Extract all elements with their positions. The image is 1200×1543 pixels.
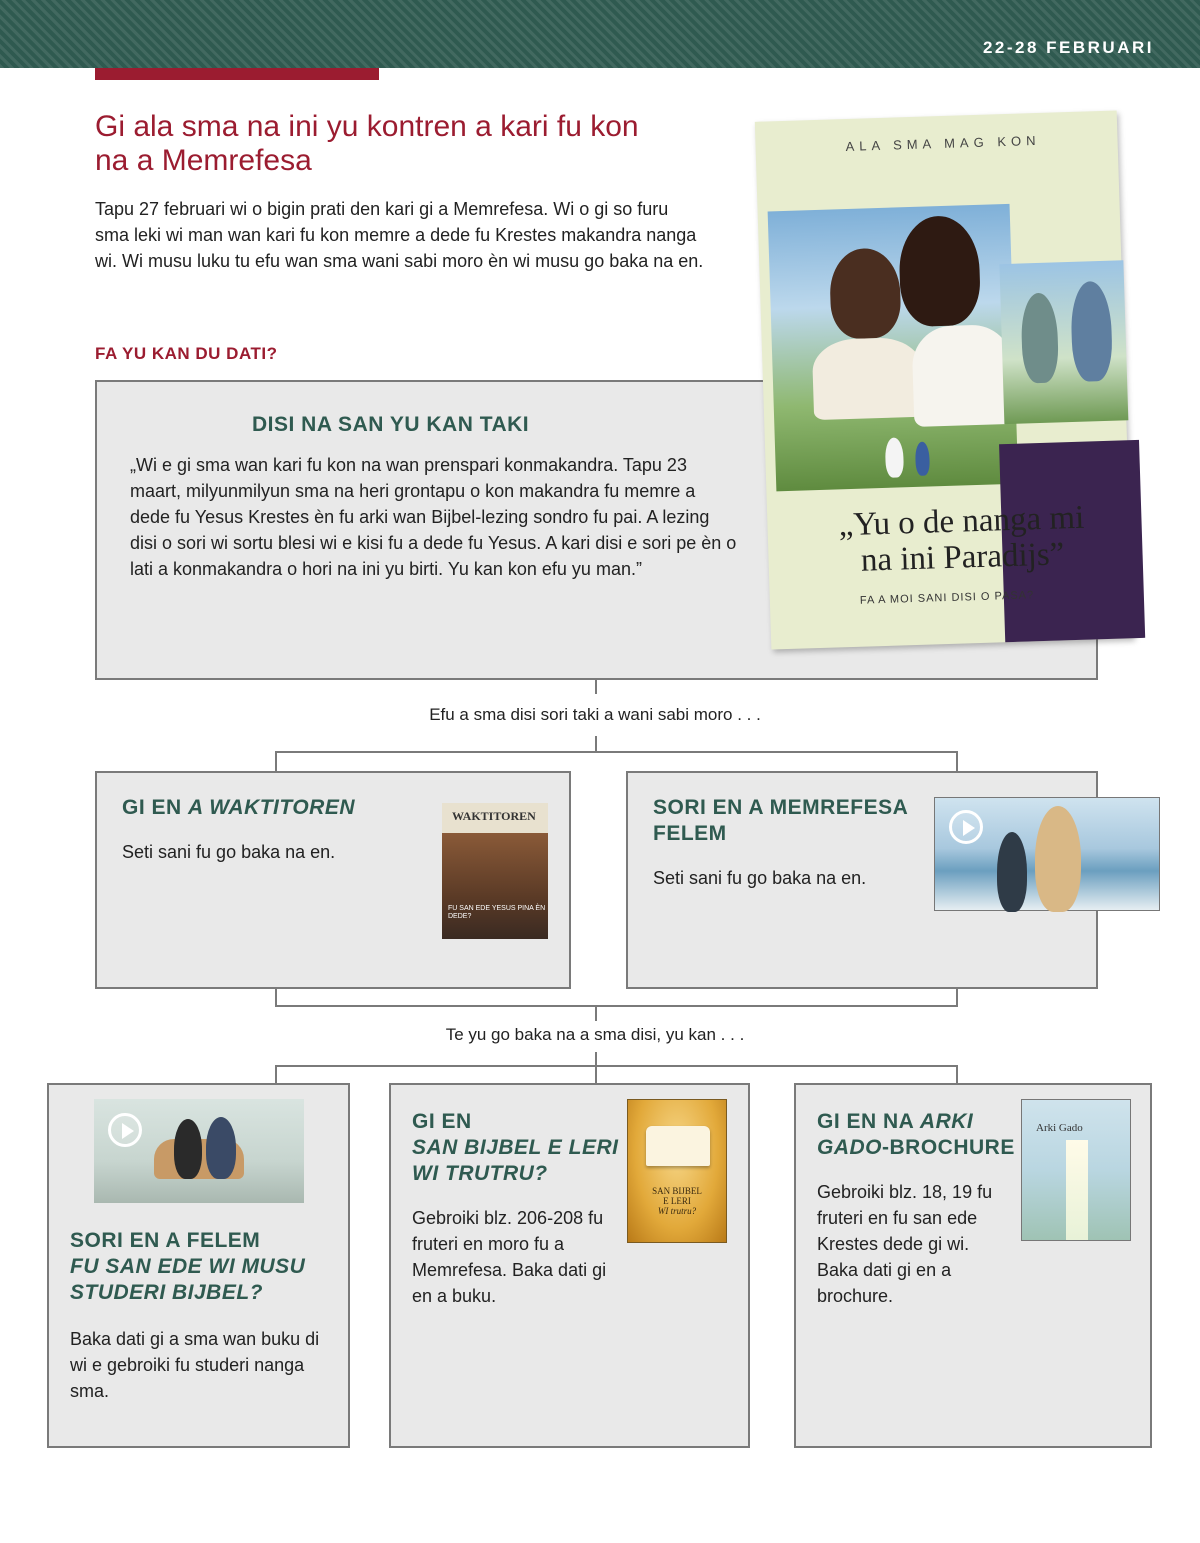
connector-label-second: Te yu go baka na a sma disi, yu kan . . . [445,1025,745,1044]
cover-photo-gardeners [999,260,1128,424]
film-heading-title: FU SAN EDE WI MUSU STUDERI BIJBEL? [70,1255,306,1304]
book-text: Gebroiki blz. 206-208 fu fruteri en moro fu a Memrefesa. Baka dati gi en a buku. [412,1208,607,1306]
brochure-heading-prefix: GI EN NA [817,1110,920,1133]
connector-line [956,751,958,771]
book-cover-title-line-1: SAN BIJBEL [652,1186,702,1196]
watchtower-cover-caption: FU SAN EDE YESUS PINA ÈN DEDE? [448,905,546,920]
connector-line [956,1065,958,1083]
page-title: Gi ala sma na ini yu kontren a kari fu kon na a Memrefesa [95,110,639,177]
memorial-video-option-box [626,771,1098,989]
connector-line [595,736,597,752]
connector-line [275,1005,958,1007]
brochure-cover-image [1021,1099,1131,1241]
film-heading-line-1: SORI EN A FELEM [70,1229,261,1252]
memorial-video-thumbnail[interactable] [934,797,1160,911]
play-icon[interactable] [949,810,983,844]
brochure-text: Gebroiki blz. 18, 19 fu fruteri en fu san ede Krestes dede gi wi. Baka dati gi en a brochure. [817,1182,993,1306]
watchtower-text: Seti sani fu go baka na en. [122,842,336,862]
film-video-thumbnail[interactable] [94,1099,304,1203]
date-range: 22-28 FEBRUARI [982,38,1154,57]
invitation-cover-image [755,110,1133,649]
connector-label-first: Efu a sma disi sori taki a wani sabi moro . . . [429,705,761,724]
watchtower-cover-title: WAKTITOREN [452,809,536,823]
talk-box-text: „Wi e gi sma wan kari fu kon na wan prenspari konmakandra. Tapu 23 maart, milyunmilyun sma na heri grontapu o kon makandra fu memre a dede fu Yesus Krestes èn fu arki wan Bijbel-lezing sondro fu pai. A lezing disi o sori wi sortu blesi wi e kisi fu a dede fu Yesus. A kari disi e sori pe èn o lati a konmakandra o hori na ini yu birti. Yu kan kon efu yu man.” [130,455,737,579]
bible-study-film-box [47,1083,350,1448]
connector-line [595,1005,597,1021]
brochure-cover-title: Arki Gado [1036,1122,1083,1134]
book-cover-title-line-3: WI trutru? [657,1206,697,1216]
listen-to-god-brochure-box [794,1083,1152,1448]
connector-line [595,1052,597,1066]
watchtower-heading-prefix: GI EN [122,796,189,819]
cover-subtitle: FA A MOI SANI DISI O PASA? [859,589,1035,607]
brochure-heading-suffix: -BROCHURE [882,1136,1015,1159]
connector-line [275,1065,958,1067]
intro-paragraph: Tapu 27 februari wi o bigin prati den kari gi a Memrefesa. Wi o gi so furu sma leki wi man wan kari fu kon memre a dede fu Krestes makandra nanga wi. Wi musu luku tu efu wan sma wani sabi moro èn wi musu go baka na en. [95,199,704,271]
book-cover-title-line-2: E LERI [663,1196,691,1206]
connector-line [595,1065,597,1083]
book-heading-line-1: GI EN [412,1110,472,1133]
book-cover-title [628,1186,726,1216]
connector-line [275,751,958,753]
open-bible-icon [646,1126,710,1166]
talk-box-heading: DISI NA SAN YU KAN TAKI [252,413,530,436]
connector-line [275,1065,277,1083]
cover-title [801,499,1123,581]
cover-title-line-2: na ini Paradijs” [860,536,1065,579]
book-cover-image [627,1099,727,1243]
cover-title-line-1: „Yu o de nanga mi [838,499,1085,544]
book-heading [412,1109,622,1187]
cover-header-text: ALA SMA MAG KON [845,132,1041,154]
connector-line [275,751,277,771]
bible-teach-book-box [389,1083,750,1448]
brochure-heading-title: ARKI GADO [817,1110,974,1159]
film-text: Baka dati gi a sma wan buku di wi e gebroiki fu studeri nanga sma. [70,1329,320,1401]
red-accent-tab [95,68,379,80]
memorial-video-text: Seti sani fu go baka na en. [653,868,867,888]
watchtower-option-box [95,771,571,989]
film-figure [206,1117,236,1179]
play-icon[interactable] [108,1113,142,1147]
brochure-cover-path [1066,1140,1088,1240]
film-figure [174,1119,202,1179]
video-figure [997,832,1027,912]
book-heading-title: SAN BIJBEL E LERI WI TRUTRU? [412,1136,619,1185]
section-heading: FA YU KAN DU DATI? [95,344,278,363]
memorial-video-heading: SORI EN A MEMREFESA FELEM [653,796,908,845]
watchtower-magazine-cover [442,803,548,939]
watchtower-heading [122,795,382,821]
watchtower-heading-title: A WAKTITOREN [188,796,356,819]
film-heading [70,1228,340,1306]
video-figure [1035,806,1081,912]
cover-photo-couple [768,204,1019,491]
brochure-heading [817,1109,1027,1161]
connector-line [595,680,597,694]
